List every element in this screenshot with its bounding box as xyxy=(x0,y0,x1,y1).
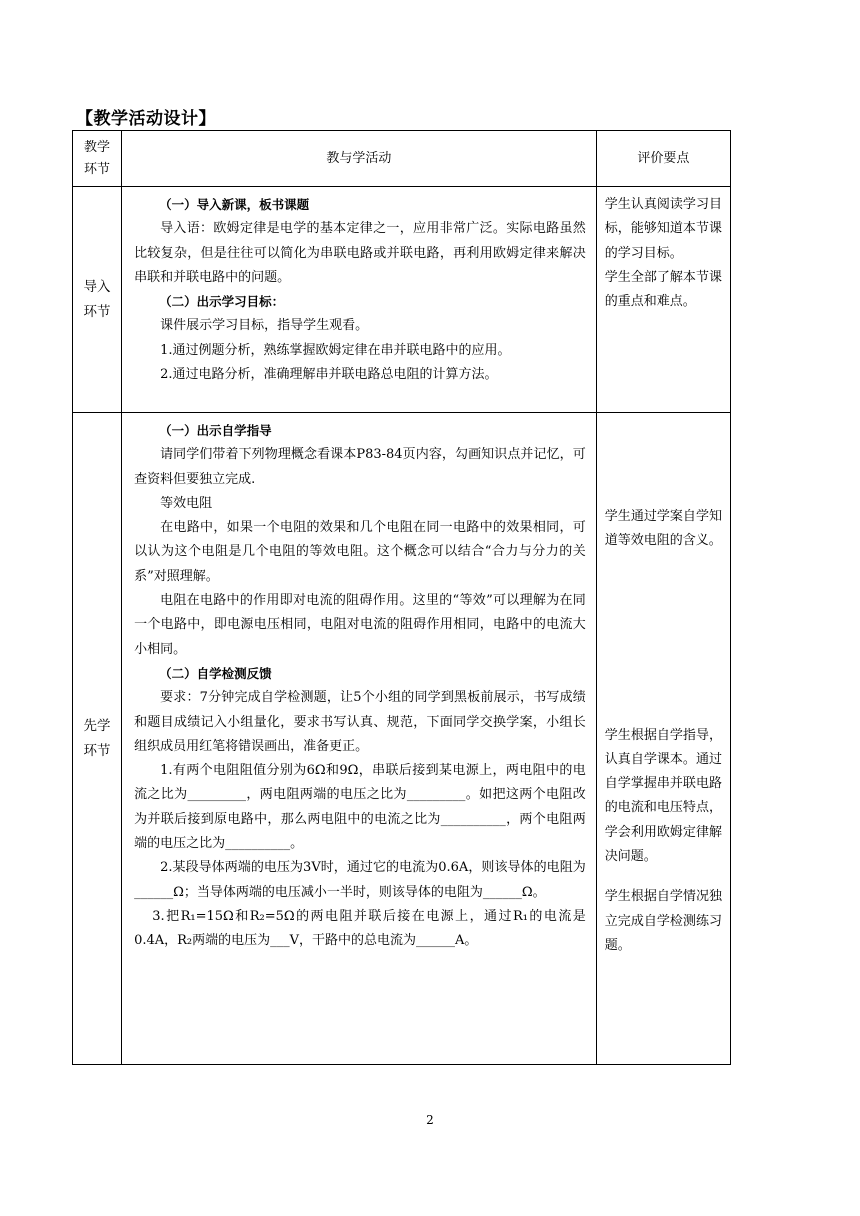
evaluation-selfstudy xyxy=(596,413,730,1065)
intro-text: 导入语：欧姆定律是电学的基本定律之一，应用非常广泛。实际电路虽然比较复杂，但是往往可以简化为串联电路或并联电路，再利用欧姆定律来解决串联和并联电路中的问题。 xyxy=(134,221,586,285)
evaluation-selfstudy-3: 学生根据自学情况独立完成自学检测练习题。 xyxy=(604,889,722,953)
stage-intro xyxy=(73,187,122,413)
header-stage-line1: 教学 xyxy=(84,139,111,155)
header-evaluation: 评价要点 xyxy=(596,131,730,187)
question-2: 2.某段导体两端的电压为3V时，通过它的电流为0.6A，则该导体的电阻为______Ω；当导体两端的电压减小一半时，则该导体的电阻为______Ω。 xyxy=(134,860,586,900)
heading-selfstudy-1: （一）出示自学指导 xyxy=(159,423,272,438)
term-equivalent-resistance: 等效电阻 xyxy=(160,495,213,511)
evaluation-selfstudy-1: 学生通过学案自学知道等效电阻的含义。 xyxy=(604,509,722,549)
header-stage-line2: 环节 xyxy=(84,161,111,177)
evaluation-intro-1: 学生认真阅读学习目标，能够知道本节课的学习目标。 xyxy=(604,197,722,261)
teaching-activity-table xyxy=(72,130,731,1065)
goal-2: 2.通过电路分析，准确理解串并联电路总电阻的计算方法。 xyxy=(160,367,498,383)
header-activities: 教与学活动 xyxy=(122,131,597,187)
stage-intro-line2: 环节 xyxy=(83,303,111,320)
stage-selfstudy-line2: 环节 xyxy=(83,742,111,759)
goal-1: 1.通过例题分析，熟练掌握欧姆定律在串并联电路中的应用。 xyxy=(160,342,511,358)
definition-2: 电阻在电路中的作用即对电流的阻碍作用。这里的“等效”可以理解为在同一个电路中，即电源电压相同，电阻对电流的阻碍作用相同，电路中的电流大小相同。 xyxy=(134,593,586,657)
evaluation-intro-2: 学生全部了解本节课的重点和难点。 xyxy=(604,269,722,310)
definition-1: 在电路中，如果一个电阻的效果和几个电阻在同一电路中的效果相同，可以认为这个电阻是几个电阻的等效电阻。这个概念可以结合“合力与分力的关系”对照理解。 xyxy=(134,520,586,584)
evaluation-intro xyxy=(596,187,730,413)
page-number: 2 xyxy=(426,1113,434,1127)
question-1: 1.有两个电阻阻值分别为6Ω和9Ω，串联后接到某电源上，两电阻中的电流之比为_________，两电阻两端的电压之比为_________。如把这两个电阻改为并联后接到原电路中，那么两电阻中的电流之比为__________，两个电阻两端的电压之比为__________。 xyxy=(134,763,586,852)
heading-selfstudy-2: （二）自学检测反馈 xyxy=(159,665,272,681)
stage-selfstudy-line1: 先学 xyxy=(83,717,111,734)
stage-intro-line1: 导入 xyxy=(83,278,111,295)
table-row-selfstudy xyxy=(73,413,731,1065)
requirements-text: 要求：7分钟完成自学检测题，让5个小组的同学到黑板前展示，书写成绩和题目成绩记入小组量化，要求书写认真、规范，下面同学交换学案，小组长组织成员用红笔将错误画出，准备更正。 xyxy=(134,690,586,754)
section-title: 【教学活动设计】 xyxy=(76,109,216,129)
activities-selfstudy xyxy=(122,413,597,1065)
question-3: 3.把R₁=15Ω和R₂=5Ω的两电阻并联后接在电源上，通过R₁的电流是0.4A，R₂两端的电压为___V，干路中的总电流为______A。 xyxy=(134,908,586,949)
activities-intro xyxy=(122,187,597,413)
stage-selfstudy xyxy=(73,413,122,1065)
guide-text: 请同学们带着下列物理概念看课本P83-84页内容，勾画知识点并记忆，可查资料但要独立完成. xyxy=(134,447,586,487)
heading-intro-1: （一）导入新课，板书课题 xyxy=(159,197,310,212)
table-row-intro xyxy=(73,187,731,413)
show-goals-text: 课件展示学习目标，指导学生观看。 xyxy=(160,318,369,334)
table-header-row xyxy=(73,131,731,187)
header-stage xyxy=(73,131,122,187)
evaluation-selfstudy-2: 学生根据自学指导，认真自学课本。通过自学掌握串并联电路的电流和电压特点，学会利用欧姆定律解决问题。 xyxy=(604,727,722,865)
heading-intro-2: （二）出示学习目标： xyxy=(159,294,285,310)
